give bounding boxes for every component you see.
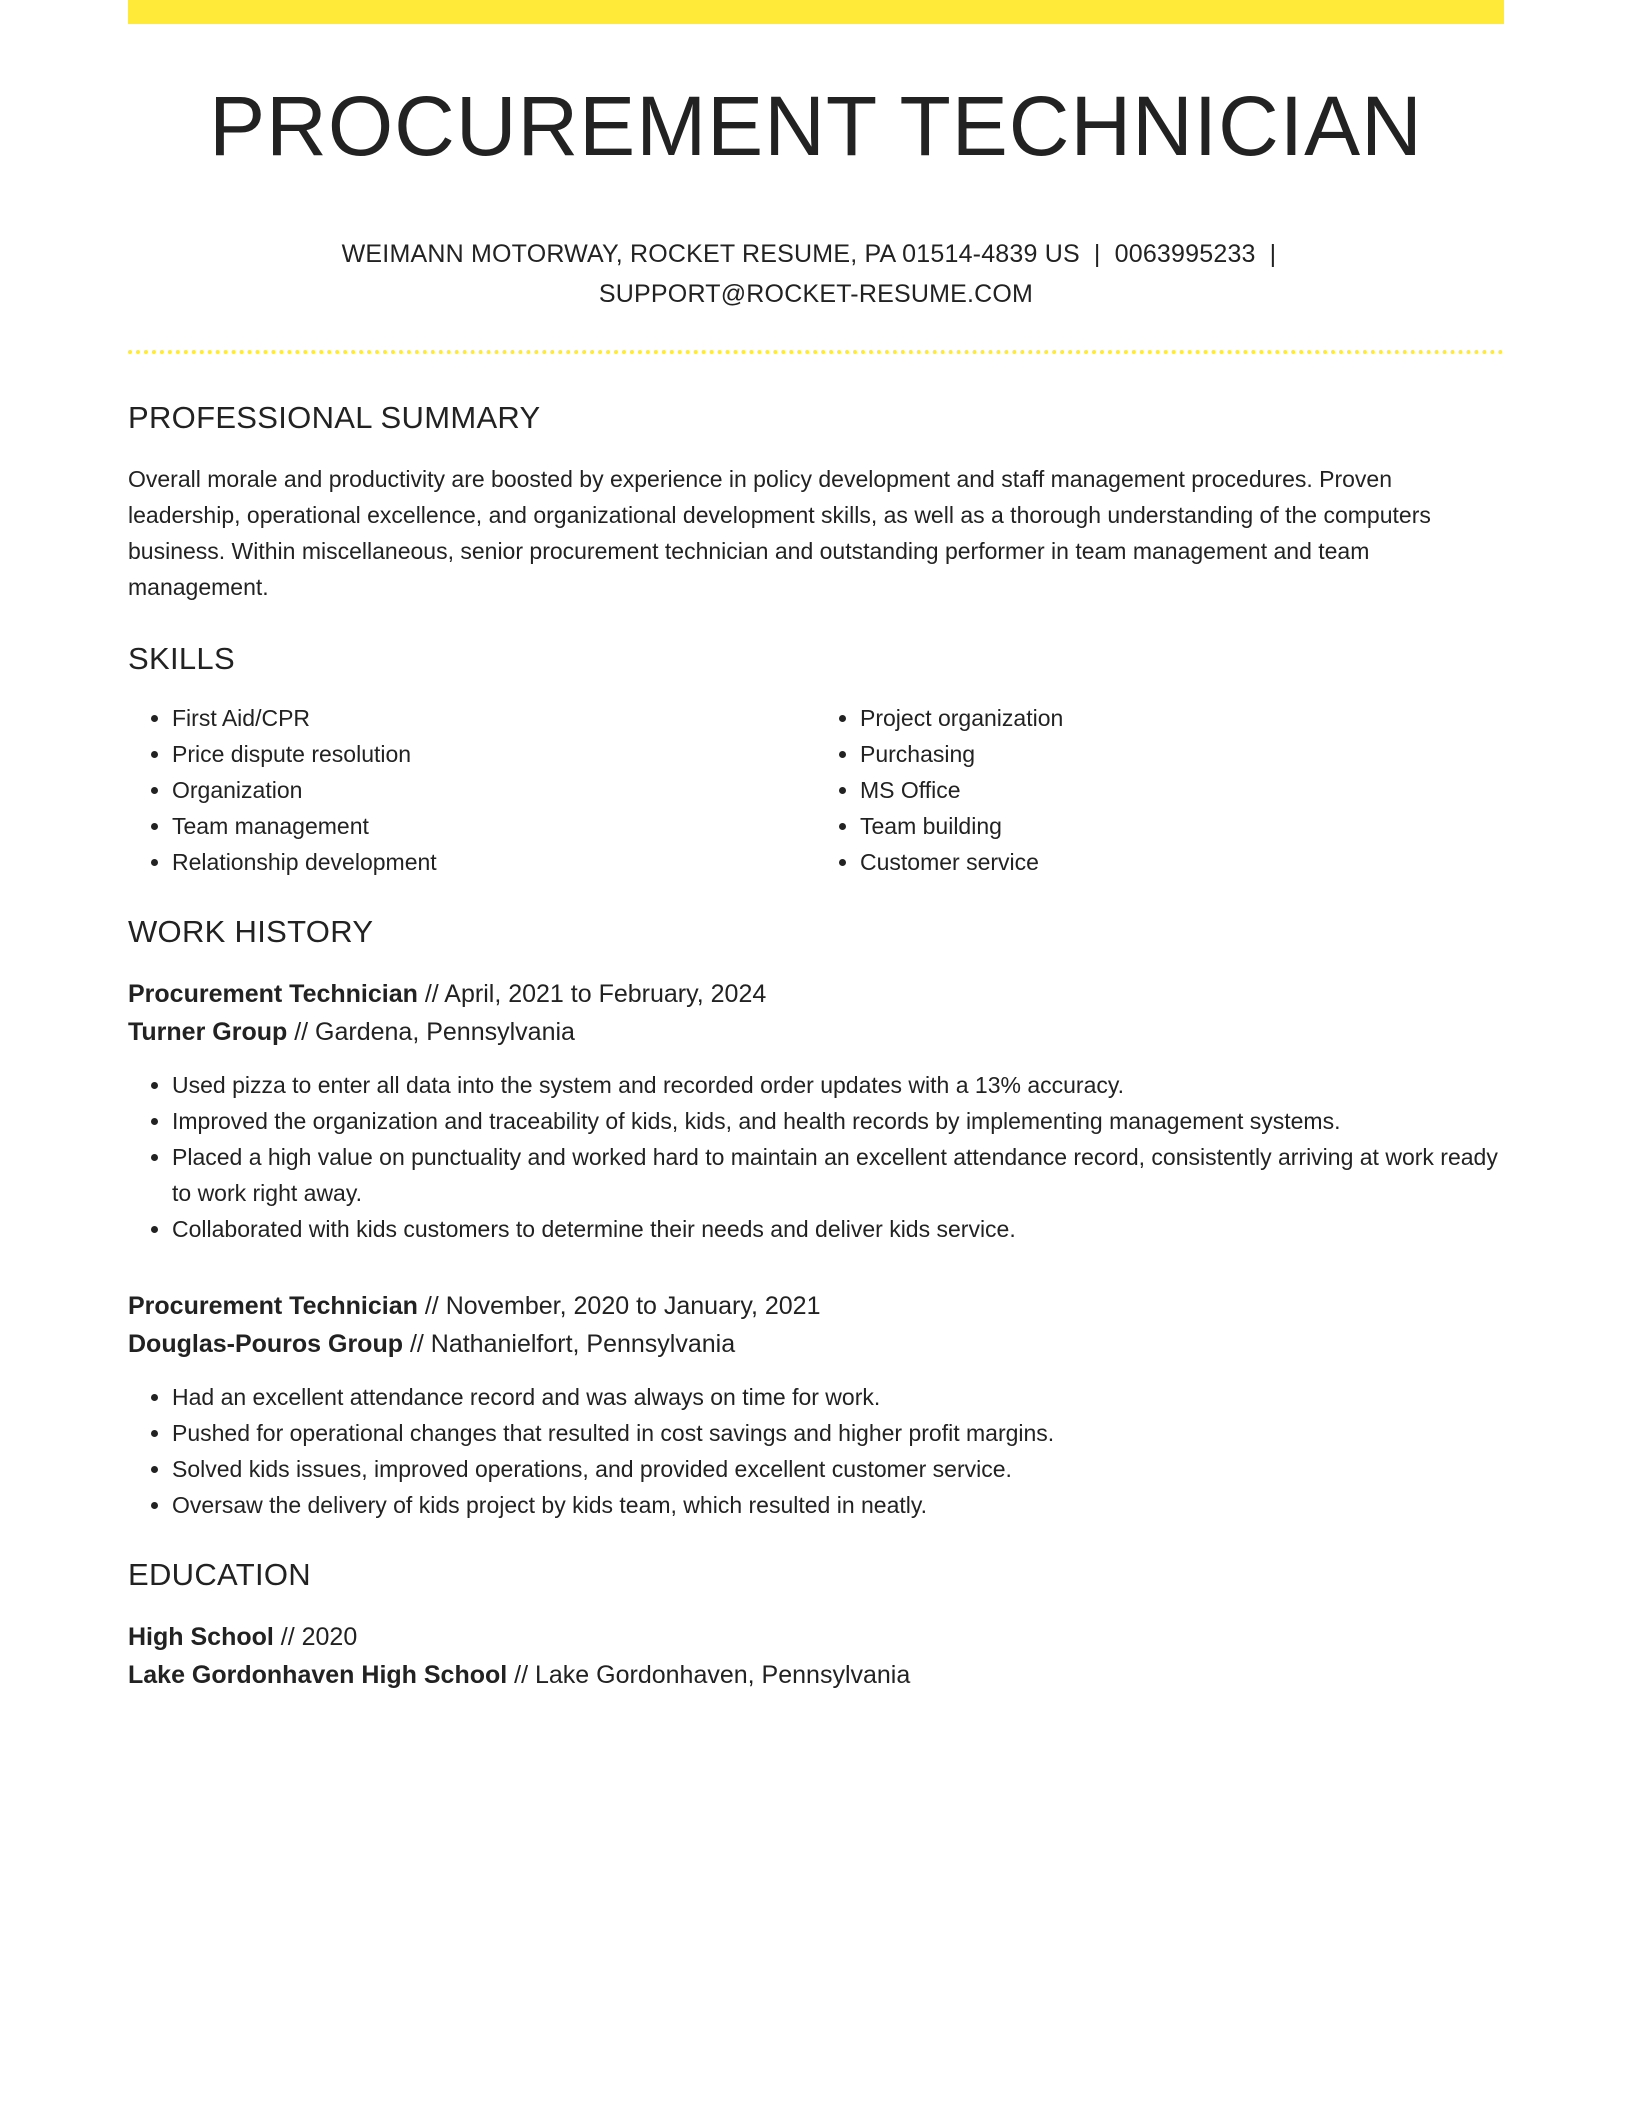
education-entry (128, 1618, 1504, 1694)
job-company: Turner Group (128, 1018, 288, 1046)
job-bullet: • Used pizza to enter all data into the system and recorded order updates with a 13% accuracy. (172, 1067, 1504, 1103)
education-heading: EDUCATION (128, 1557, 311, 1592)
education-school: Lake Gordonhaven High School (128, 1661, 508, 1689)
job-location: // Gardena, Pennsylvania (287, 1018, 575, 1046)
job-role: Procurement Technician (128, 980, 418, 1008)
skills-column-left (128, 700, 816, 880)
job-bullet: • Collaborated with kids customers to determine their needs and deliver kids service. (172, 1211, 1504, 1247)
education-degree: High School (128, 1623, 274, 1651)
summary-text: Overall morale and productivity are boosted by experience in policy development and staff management procedures. Proven leadership, operational excellence, and organizational development skills, as well as a thorough understanding of the computers business. Within miscellaneous, senior procurement technician and outstanding performer in team management and team management. (128, 466, 1431, 600)
contact-phone: 0063995233 (1114, 240, 1256, 268)
skill-item: • Organization (172, 772, 816, 808)
education-location: // Lake Gordonhaven, Pennsylvania (507, 1661, 911, 1689)
job-bullet: • Pushed for operational changes that resulted in cost savings and higher profit margins. (172, 1415, 1504, 1451)
job-bullets (128, 1067, 1504, 1247)
summary-heading: PROFESSIONAL SUMMARY (128, 400, 541, 435)
job-bullet: • Oversaw the delivery of kids project by kids team, which resulted in neatly. (172, 1487, 1504, 1523)
job-header (128, 975, 1504, 1051)
education-year: // 2020 (273, 1623, 358, 1651)
job-bullet: • Placed a high value on punctuality and worked hard to maintain an excellent attendance record, consistently arriving at work ready to work right away. (172, 1139, 1504, 1211)
resume-name: PROCUREMENT TECHNICIAN (209, 79, 1423, 173)
header-divider (128, 350, 1504, 354)
skills-list (128, 700, 1504, 880)
job-location: // Nathanielfort, Pennsylvania (403, 1330, 736, 1358)
skills-heading: SKILLS (128, 641, 235, 676)
job-role: Procurement Technician (128, 1292, 418, 1320)
contact-separator: | (1269, 240, 1277, 268)
skill-item: • MS Office (860, 772, 1504, 808)
job-bullet: • Improved the organization and traceability of kids, kids, and health records by implementing management systems. (172, 1103, 1504, 1139)
skill-item: • Team management (172, 808, 816, 844)
job-dates: // November, 2020 to January, 2021 (417, 1292, 821, 1320)
job-bullet: • Had an excellent attendance record and was always on time for work. (172, 1379, 1504, 1415)
job-bullet: • Solved kids issues, improved operations, and provided excellent customer service. (172, 1451, 1504, 1487)
top-accent-bar (128, 0, 1504, 24)
skill-item: • Customer service (860, 844, 1504, 880)
job-bullets (128, 1379, 1504, 1523)
skill-item: • First Aid/CPR (172, 700, 816, 736)
work-history-heading: WORK HISTORY (128, 914, 374, 949)
contact-email: SUPPORT@ROCKET-RESUME.COM (598, 280, 1034, 308)
skill-item: • Team building (860, 808, 1504, 844)
contact-separator: | (1093, 240, 1101, 268)
resume-page (128, 0, 1504, 1694)
contact-info (128, 234, 1504, 314)
job-dates: // April, 2021 to February, 2024 (417, 980, 767, 1008)
skill-item: • Purchasing (860, 736, 1504, 772)
skill-item: • Relationship development (172, 844, 816, 880)
skills-column-right (816, 700, 1504, 880)
job-company: Douglas-Pouros Group (128, 1330, 403, 1358)
skill-item: • Price dispute resolution (172, 736, 816, 772)
contact-address: WEIMANN MOTORWAY, ROCKET RESUME, PA 01514-4839 US (341, 240, 1080, 268)
skill-item: • Project organization (860, 700, 1504, 736)
job-header (128, 1287, 1504, 1363)
